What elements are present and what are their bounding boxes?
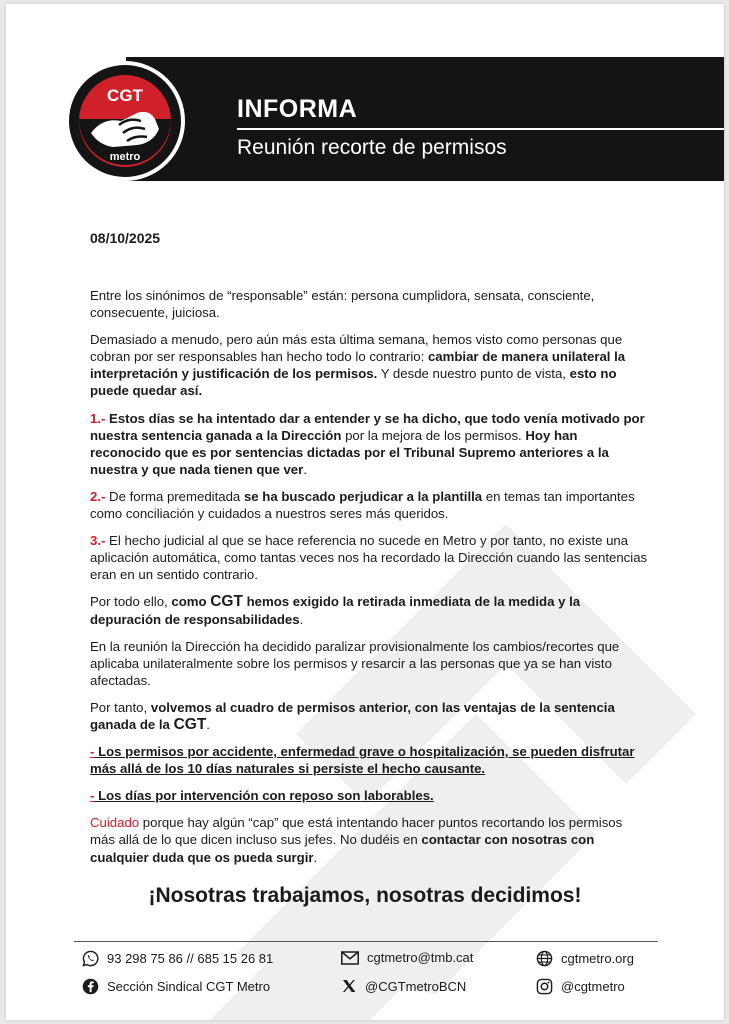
- globe-icon: [536, 950, 553, 967]
- footer-web[interactable]: cgtmetro.org: [536, 950, 634, 967]
- point-number: 1.-: [90, 410, 106, 426]
- paragraph-meeting: En la reunión la Dirección ha decidido paralizar provisionalmente los cambios/recortes que aplicaba unilateralmente sobre los permisos y resarcir a las personas que ya se han visto afectadas.: [90, 638, 620, 688]
- point-1: 1.- Estos días se ha intentado dar a entender y se ha dicho, que todo venía motivado por nuestra sentencia ganada a la Dirección por la mejora de los permisos. Hoy han reconocido que es por sentencias dictadas por el Tribunal Supremo anteriores a la nuestra y que nada tienen que ver.: [90, 410, 645, 477]
- bullet-accident-permits: - Los permisos por accidente, enfermedad grave o hospitalización, se pueden disfrutar más allá de los 10 días naturales si persiste el hecho causante.: [90, 744, 635, 777]
- footer-divider: [74, 941, 658, 942]
- footer-facebook[interactable]: Sección Sindical CGT Metro: [82, 978, 270, 995]
- point-number: 2.-: [90, 488, 106, 504]
- whatsapp-icon: [82, 950, 99, 967]
- footer-instagram[interactable]: @cgtmetro: [536, 978, 625, 995]
- slogan: ¡Nosotras trabajamos, nosotras decidimos!: [148, 884, 582, 907]
- paragraph-return: Por tanto, volvemos al cuadro de permisos anterior, con las ventajas de la sentencia ganada de la CGT.: [90, 699, 615, 733]
- header-subtitle: Reunión recorte de permisos: [237, 136, 507, 159]
- paragraph-synonyms: Entre los sinónimos de “responsable” están: persona cumplidora, sensata, consciente, consecuente, juiciosa.: [90, 288, 595, 321]
- document-page: [6, 4, 724, 1020]
- point-3: 3.- El hecho judicial al que se hace referencia no sucede en Metro y por tanto, no existe una aplicación automática, como tantas veces nos ha recordado la Dirección cuando las sentencias eran en un sentido contrario.: [90, 533, 648, 583]
- paragraph-warning: Cuidado porque hay algún “cap” que está intentando hacer puntos recortando los permisos más allá de lo que dicen incluso sus jefes. No dudéis en contactar con nosotras con cualquier duda que os pueda surgir.: [90, 815, 623, 865]
- point-number: 3.-: [90, 533, 106, 549]
- footer-x[interactable]: @CGTmetroBCN: [341, 978, 466, 994]
- paragraph-demands: Por todo ello, como CGT hemos exigido la retirada inmediata de la medida y la depuración de responsabilidades.: [90, 593, 581, 627]
- envelope-icon: [341, 951, 359, 965]
- header-title: INFORMA: [237, 95, 358, 123]
- header-divider: [237, 128, 724, 130]
- header-banner: [126, 57, 724, 181]
- instagram-icon: [536, 978, 553, 995]
- point-2: 2.- De forma premeditada se ha buscado perjudicar a la plantilla en temas tan importantes como conciliación y cuidados a nuestros seres más queridos.: [90, 488, 635, 522]
- cgt-metro-logo: [63, 59, 187, 183]
- logo-text-cgt: CGT: [107, 86, 143, 105]
- bullet-intervention-days: - Los días por intervención con reposo son laborables.: [90, 788, 434, 804]
- paragraph-unilateral: Demasiado a menudo, pero aún más esta última semana, hemos visto como personas que cobran por ser responsables han hecho todo lo contrario: cambiar de manera unilateral la interpretación y justificación de los permisos. Y desde nuestro punto de vista, esto no puede quedar así.: [90, 332, 626, 399]
- footer-email[interactable]: cgtmetro@tmb.cat: [341, 950, 473, 965]
- footer-phones: 93 298 75 86 // 685 15 26 81: [82, 950, 273, 967]
- document-date: 08/10/2025: [90, 230, 161, 246]
- logo-text-metro: metro: [109, 151, 141, 163]
- x-icon: [341, 978, 357, 994]
- document-body: [90, 287, 650, 876]
- facebook-icon: [82, 978, 99, 995]
